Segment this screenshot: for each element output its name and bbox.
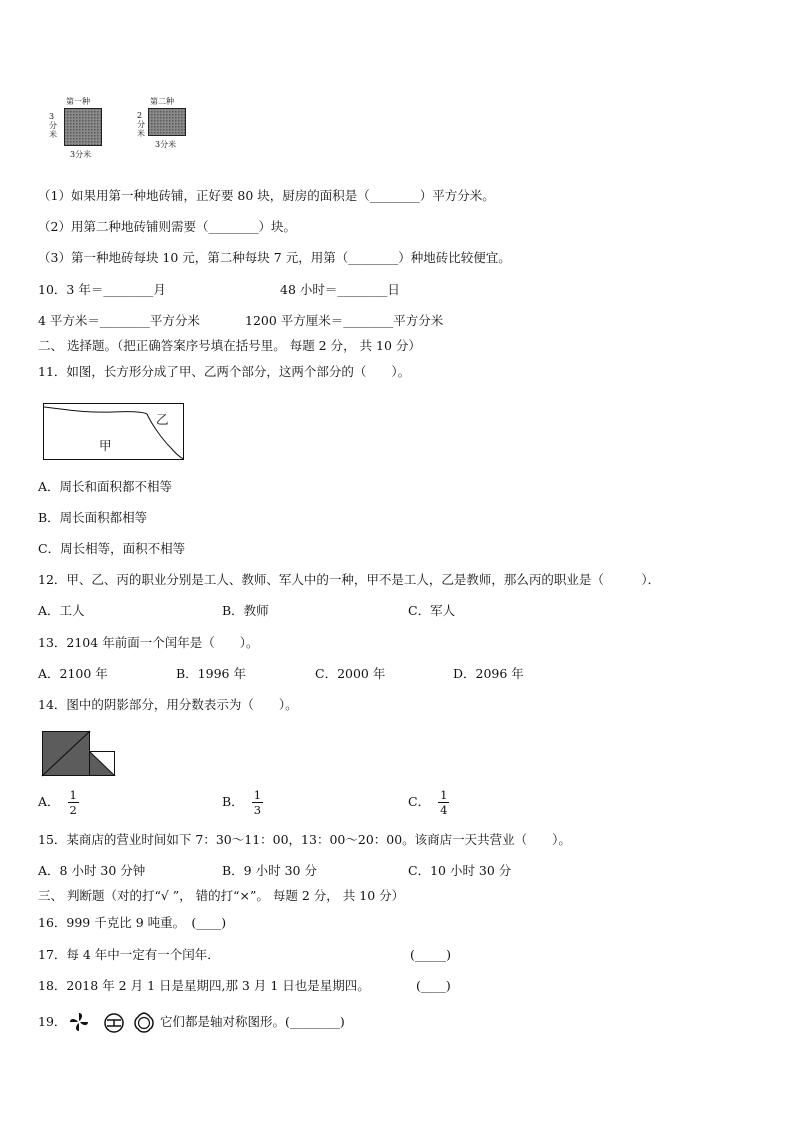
q12-option-a: A．工人 <box>38 603 85 618</box>
q15-option-a: A．8 小时 30 分钟 <box>38 863 146 878</box>
q14-shaded-figure <box>42 731 118 777</box>
q14-option-a-prefix: A． <box>38 794 60 809</box>
q14-option-c <box>408 788 449 817</box>
q12-option-c: C．军人 <box>408 603 456 618</box>
tile-first-side-label: 3分米 <box>49 112 57 139</box>
tile-second-bottom-label: 3分米 <box>155 140 177 149</box>
q17-statement: 17．每 4 年中一定有一个闰年． <box>38 947 220 962</box>
circle-bar-symbol-icon <box>103 1012 125 1034</box>
q13-option-a: A．2100 年 <box>38 666 108 681</box>
q13-option-c: C．2000 年 <box>315 666 386 681</box>
q15-option-b: B．9 小时 30 分 <box>222 863 317 878</box>
q10-item-c: 4 平方米＝________平方分米 <box>38 313 200 328</box>
q12-option-b: B．教师 <box>222 603 269 618</box>
q14-option-c-fraction <box>438 788 449 817</box>
q13-option-d: D．2096 年 <box>453 666 524 681</box>
q14-option-c-prefix: C． <box>408 794 431 809</box>
q11-option-c: C．周长相等，面积不相等 <box>38 541 186 556</box>
q14-option-b <box>222 788 263 817</box>
tile-second-side-label: 2分米 <box>137 111 145 138</box>
tile-first-square <box>64 108 102 146</box>
q11-label-jia: 甲 <box>99 438 112 453</box>
q9-part3: （3）第一种地砖每块 10 元，第二种每块 7 元，用第（________）种地砖比较便宜。 <box>38 250 511 265</box>
q10-item-a: 10．3 年＝________月 <box>38 282 166 297</box>
q13-option-b: B．1996 年 <box>176 666 246 681</box>
q10-item-d: 1200 平方厘米＝________平方分米 <box>245 313 444 328</box>
q10-item-b: 48 小时＝________日 <box>280 282 400 297</box>
q11-option-a: A．周长和面积都不相等 <box>38 479 173 494</box>
q14-option-a-fraction <box>68 788 79 817</box>
q14-option-a-denominator: 2 <box>69 803 77 817</box>
tile-second-rect <box>148 108 186 136</box>
q14-option-c-numerator: 1 <box>440 788 448 802</box>
section-2-heading: 二、 选择题。（把正确答案序号填在括号里。 每题 2 分， 共 10 分） <box>38 338 421 353</box>
q15-option-c: C．10 小时 30 分 <box>408 863 512 878</box>
q14-option-b-denominator: 3 <box>253 803 262 817</box>
q16-statement: 16．999 千克比 9 吨重。 (____) <box>38 915 227 930</box>
tile-first-title: 第一种 <box>66 97 90 106</box>
q19-statement: 它们都是轴对称图形。(________) <box>160 1014 345 1029</box>
q14-option-b-numerator: 1 <box>253 788 262 802</box>
q14-option-c-denominator: 4 <box>440 803 448 817</box>
section-3-heading: 三、 判断题（对的打“√ ”， 错的打“×”。 每题 2 分， 共 10 分） <box>38 888 405 903</box>
q14-option-a-numerator: 1 <box>69 788 77 802</box>
q15-stem: 15．某商店的营业时间如下 7：30～11：00，13：00～20：00。该商店一天共营业（ ）。 <box>38 832 571 847</box>
q19-number: 19． <box>38 1014 67 1029</box>
q14-option-b-fraction <box>252 788 263 817</box>
q14-option-b-prefix: B． <box>222 794 244 809</box>
q18-answer-blank: (____) <box>416 978 451 993</box>
q9-part2: （2）用第二种地砖铺则需要（________）块。 <box>38 219 296 234</box>
wavy-circle-symbol-icon <box>132 1011 156 1035</box>
tile-first-bottom-label: 3分米 <box>70 150 92 159</box>
q11-label-yi: 乙 <box>156 412 169 427</box>
pinwheel-symbol-icon <box>68 1011 90 1033</box>
q12-stem: 12．甲、乙、丙的职业分别是工人、教师、军人中的一种，甲不是工人，乙是教师，那么丙的职业是（ ）． <box>38 572 661 587</box>
q9-part1: （1）如果用第一种地砖铺，正好要 80 块，厨房的面积是（________）平方分米。 <box>38 188 495 203</box>
q11-option-b: B．周长面积都相等 <box>38 510 148 525</box>
q11-stem: 11．如图，长方形分成了甲、乙两个部分，这两个部分的（ ）。 <box>38 364 411 379</box>
q13-stem: 13．2104 年前面一个闰年是（ ）。 <box>38 635 259 650</box>
tile-second-title: 第二种 <box>150 97 174 106</box>
q17-answer-blank: (_____) <box>410 947 452 962</box>
q14-stem: 14．图中的阴影部分，用分数表示为（ ）。 <box>38 697 298 712</box>
q18-statement: 18．2018 年 2 月 1 日是星期四,那 3 月 1 日也是星期四。 <box>38 978 370 993</box>
q14-option-a <box>38 788 79 817</box>
